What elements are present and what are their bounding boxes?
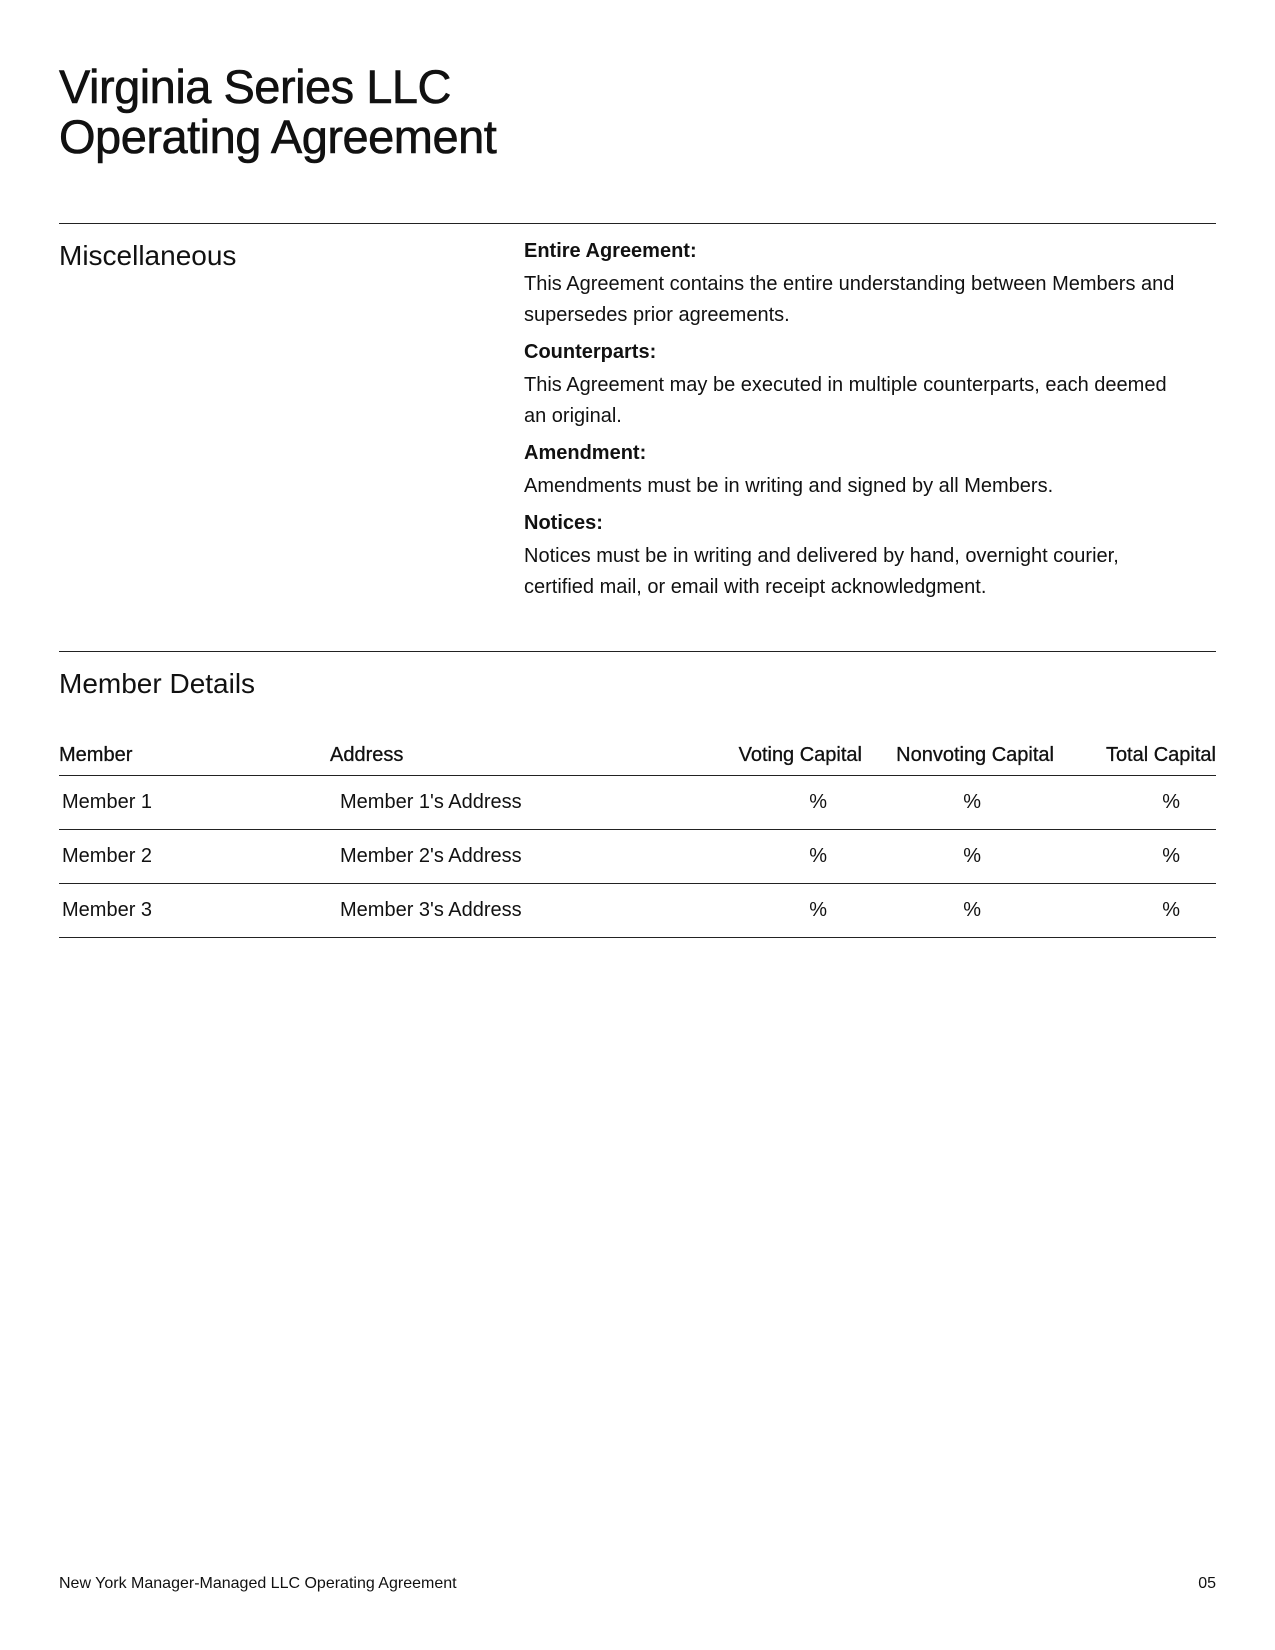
clause-amendment bbox=[524, 442, 1184, 502]
document-title bbox=[59, 62, 496, 162]
member-name: Member 2 bbox=[59, 830, 330, 884]
member-address: Member 2's Address bbox=[330, 830, 690, 884]
member-name: Member 1 bbox=[59, 776, 330, 830]
title-line-1: Virginia Series LLC bbox=[59, 60, 451, 113]
clause-notices bbox=[524, 512, 1184, 603]
clause-label: Counterparts: bbox=[524, 341, 657, 363]
page-number: 05 bbox=[1198, 1575, 1216, 1592]
table-row bbox=[59, 830, 1216, 884]
column-header-total-capital: Total Capital bbox=[1054, 738, 1216, 776]
divider bbox=[59, 223, 1216, 224]
nonvoting-capital: % bbox=[862, 776, 1054, 830]
clause-text: This Agreement may be executed in multiple counterparts, each deemed an original. bbox=[524, 374, 1167, 427]
member-address: Member 3's Address bbox=[330, 884, 690, 938]
clause-entire-agreement bbox=[524, 240, 1184, 331]
column-header-nonvoting-capital: Nonvoting Capital bbox=[862, 738, 1054, 776]
clause-text: Notices must be in writing and delivered by hand, overnight courier, certified mail, or email with receipt acknowledgment. bbox=[524, 545, 1119, 598]
clause-counterparts bbox=[524, 341, 1184, 432]
voting-capital: % bbox=[690, 884, 862, 938]
total-capital: % bbox=[1054, 884, 1216, 938]
nonvoting-capital: % bbox=[862, 830, 1054, 884]
nonvoting-capital: % bbox=[862, 884, 1054, 938]
title-line-2: Operating Agreement bbox=[59, 110, 497, 163]
voting-capital: % bbox=[690, 830, 862, 884]
clause-text: This Agreement contains the entire understanding between Members and supersedes prior agreements. bbox=[524, 273, 1175, 326]
member-address: Member 1's Address bbox=[330, 776, 690, 830]
miscellaneous-clauses bbox=[524, 240, 1184, 613]
column-header-address: Address bbox=[330, 738, 690, 776]
divider bbox=[59, 651, 1216, 652]
clause-label: Entire Agreement: bbox=[524, 240, 697, 262]
table-header-row bbox=[59, 738, 1216, 776]
total-capital: % bbox=[1054, 830, 1216, 884]
clause-text: Amendments must be in writing and signed by all Members. bbox=[524, 475, 1054, 497]
member-name: Member 3 bbox=[59, 884, 330, 938]
column-header-member: Member bbox=[59, 738, 330, 776]
section-title-miscellaneous: Miscellaneous bbox=[59, 240, 237, 271]
column-header-voting-capital: Voting Capital bbox=[690, 738, 862, 776]
clause-label: Notices: bbox=[524, 512, 603, 534]
footer-document-name: New York Manager-Managed LLC Operating Agreement bbox=[59, 1575, 457, 1592]
section-title-member-details: Member Details bbox=[59, 668, 256, 699]
member-table bbox=[59, 738, 1216, 938]
voting-capital: % bbox=[690, 776, 862, 830]
table-row bbox=[59, 776, 1216, 830]
table-row bbox=[59, 884, 1216, 938]
total-capital: % bbox=[1054, 776, 1216, 830]
clause-label: Amendment: bbox=[524, 442, 647, 464]
